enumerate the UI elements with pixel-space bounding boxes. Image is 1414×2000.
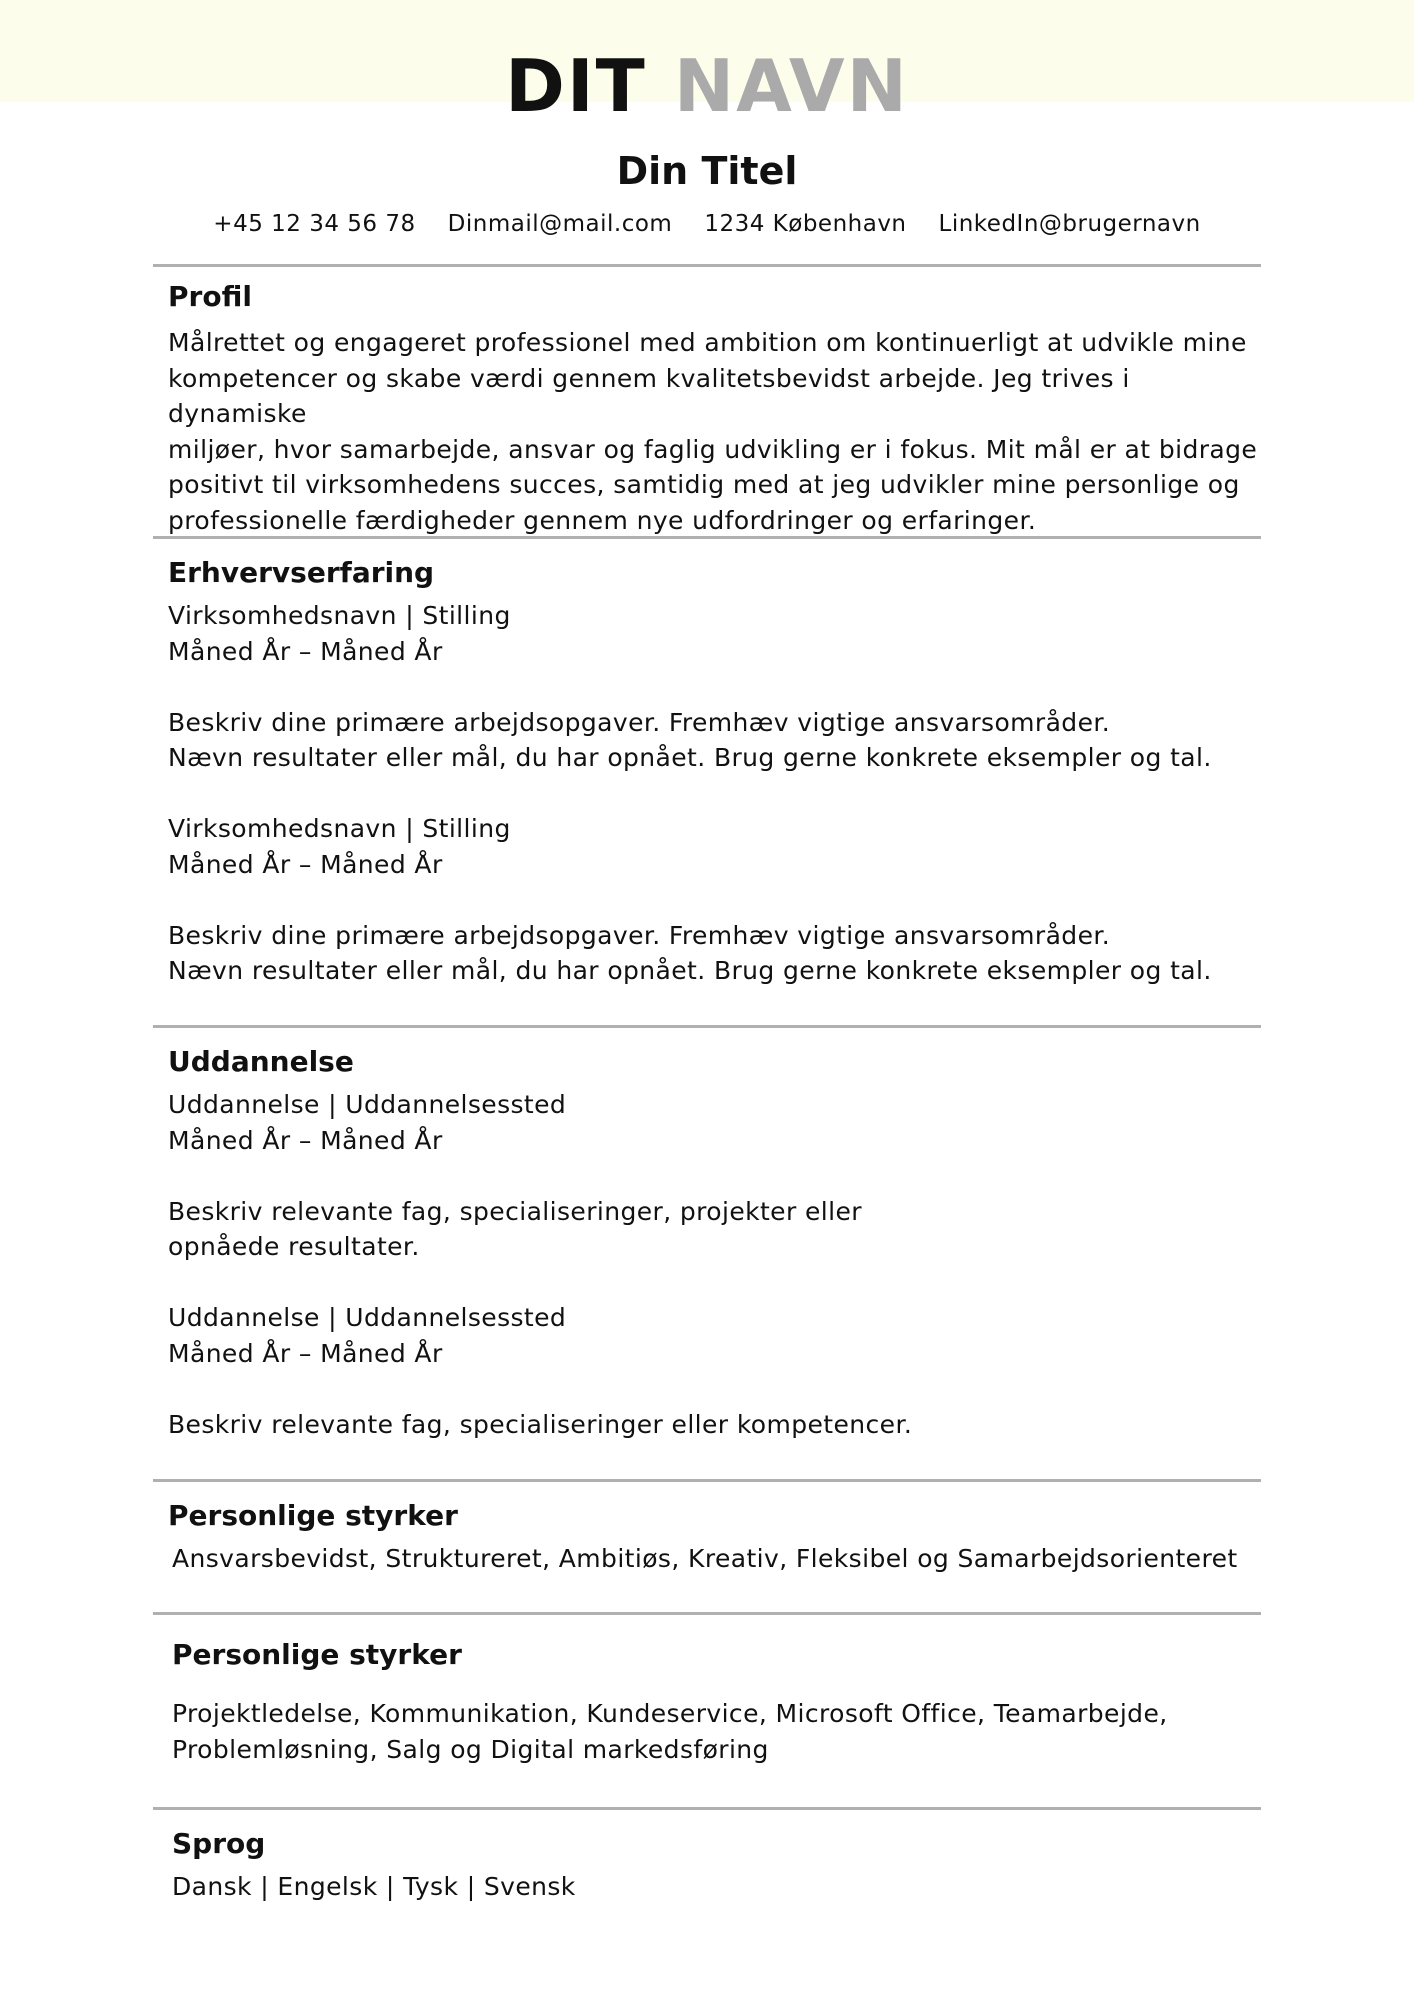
experience-heading: Erhvervserfaring: [168, 556, 435, 589]
contact-line: [0, 213, 1414, 236]
section-strengths: [168, 1498, 1258, 1577]
profile-heading: Profil: [168, 280, 252, 313]
skills-line: Projektledelse, Kommunikation, Kundeservice, Microsoft Office, Teamarbejde,: [172, 1699, 1168, 1728]
section-experience: [168, 555, 1258, 989]
job-description: Beskriv dine primære arbejdsopgaver. Fremhæv vigtige ansvarsområder.: [168, 707, 1111, 737]
profile-line: professionelle færdigheder gennem nye udfordringer og erfaringer.: [168, 505, 1037, 535]
contact-phone: +45 12 34 56 78: [213, 211, 416, 237]
divider-languages: [153, 1807, 1261, 1810]
education-heading: Uddannelse: [168, 1045, 354, 1078]
resume-name: [0, 44, 1414, 128]
job-company-role: Virksomhedsnavn | Stilling: [168, 601, 511, 630]
name-last: NAVN: [673, 44, 909, 128]
skills-line: Problemløsning, Salg og Digital markedsføring: [172, 1734, 769, 1764]
education-period: Måned År – Måned År: [168, 1125, 443, 1155]
contact-address: 1234 København: [704, 211, 907, 237]
section-languages: [168, 1826, 1258, 1905]
divider-profile: [153, 264, 1261, 267]
profile-line: miljøer, hvor samarbejde, ansvar og faglig udvikling er i fokus. Mit mål er at bidrage: [168, 434, 1258, 464]
divider-skills: [153, 1612, 1261, 1615]
education-description: Beskriv relevante fag, specialiseringer, projekter eller: [168, 1196, 862, 1226]
education-description: opnåede resultater.: [168, 1232, 420, 1261]
profile-line: positivt til virksomhedens succes, samtidig med at jeg udvikler mine personlige og: [168, 470, 1240, 499]
job-description: Beskriv dine primære arbejdsopgaver. Fremhæv vigtige ansvarsområder.: [168, 920, 1111, 950]
job-description: Nævn resultater eller mål, du har opnået. Brug gerne konkrete eksempler og tal.: [168, 743, 1212, 772]
strengths-text: Ansvarsbevidst, Struktureret, Ambitiøs, Kreativ, Fleksibel og Samarbejdsorienteret: [172, 1544, 1238, 1573]
divider-strengths: [153, 1479, 1261, 1482]
divider-education: [153, 1025, 1261, 1028]
education-period: Måned År – Måned År: [168, 1338, 443, 1368]
profile-line: kompetencer og skabe værdi gennem kvalitetsbevidst arbejde. Jeg trives i dynamiske: [168, 363, 1130, 428]
languages-text: Dansk | Engelsk | Tysk | Svensk: [172, 1872, 576, 1901]
education-description: Beskriv relevante fag, specialiseringer eller kompetencer.: [168, 1409, 913, 1439]
skills-heading: Personlige styrker: [172, 1638, 462, 1671]
education-program-place: Uddannelse | Uddannelsessted: [168, 1303, 567, 1332]
education-program-place: Uddannelse | Uddannelsessted: [168, 1090, 567, 1119]
job-period: Måned År – Måned År: [168, 636, 443, 666]
job-period: Måned År – Måned År: [168, 849, 443, 879]
name-first: DIT: [505, 44, 647, 128]
job-company-role: Virksomhedsnavn | Stilling: [168, 814, 511, 843]
section-education: [168, 1044, 1258, 1442]
contact-linkedin: LinkedIn@brugernavn: [938, 211, 1201, 237]
job-description: Nævn resultater eller mål, du har opnået. Brug gerne konkrete eksempler og tal.: [168, 956, 1212, 985]
divider-experience: [153, 536, 1261, 539]
section-skills: [168, 1637, 1258, 1767]
resume-title: Din Titel: [616, 149, 798, 193]
contact-email: Dinmail@mail.com: [447, 211, 673, 237]
profile-line: Målrettet og engageret professionel med ambition om kontinuerligt at udvikle mine: [168, 328, 1247, 357]
section-profile: [168, 279, 1258, 538]
languages-heading: Sprog: [172, 1827, 266, 1860]
strengths-heading: Personlige styrker: [168, 1499, 458, 1532]
